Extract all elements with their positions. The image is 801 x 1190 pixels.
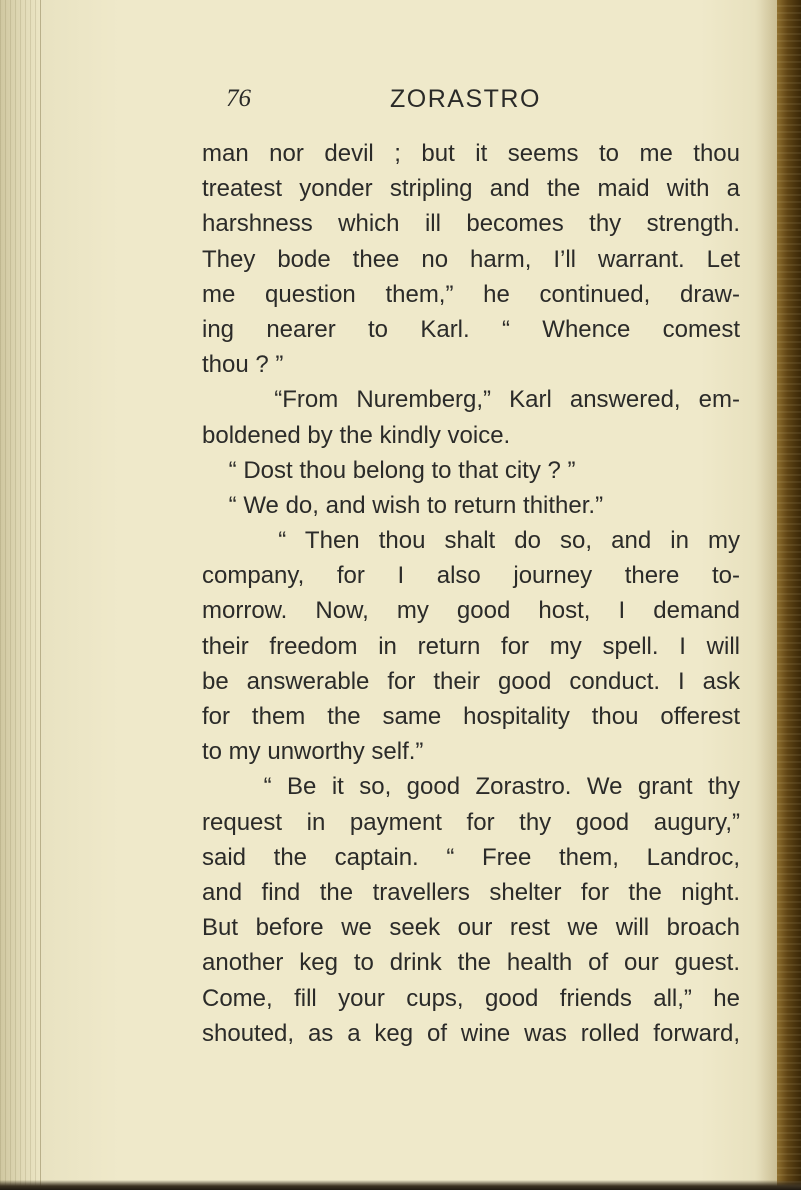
text-line: thou ? ”	[202, 351, 284, 379]
text-line: and find the travellers shelter for the night.	[202, 878, 740, 906]
text-line: company, for I also journey there to-	[202, 562, 740, 590]
body-text	[202, 136, 740, 1051]
text-line: “ We do, and wish to return thither.”	[202, 491, 604, 519]
text-line: said the captain. “ Free them, Landroc,	[202, 843, 740, 871]
text-line: for them the same hospitality thou offerest	[202, 703, 740, 730]
text-line: But before we seek our rest we will broach	[202, 914, 740, 942]
text-line: me question them,” he continued, draw-	[202, 280, 740, 308]
text-line: another keg to drink the health of our guest.	[202, 949, 740, 977]
text-line: be answerable for their good conduct. I ask	[202, 667, 740, 695]
text-line: boldened by the kindly voice.	[202, 421, 511, 449]
text-line: harshness which ill becomes thy strength.	[202, 210, 740, 238]
binding-gutter	[0, 0, 41, 1190]
text-line: “ Be it so, good Zorastro. We grant thy	[202, 773, 740, 801]
text-line: request in payment for thy good augury,”	[202, 808, 740, 836]
text-line: their freedom in return for my spell. I will	[202, 632, 740, 660]
text-line: They bode thee no harm, I’ll warrant. Let	[202, 245, 740, 273]
text-line: treatest yonder stripling and the maid with a	[202, 175, 740, 203]
text-line: shouted, as a keg of wine was rolled forward,	[202, 1019, 740, 1047]
bottom-edge	[0, 1180, 801, 1190]
text-line: ing nearer to Karl. “ Whence comest	[202, 315, 740, 343]
text-line: Come, fill your cups, good friends all,” he	[202, 984, 740, 1012]
page-header	[226, 84, 646, 118]
fore-edge-shadow	[755, 0, 777, 1190]
text-line: morrow. Now, my good host, I demand	[202, 597, 740, 625]
page-number: 76	[226, 85, 251, 112]
fore-edge	[777, 0, 801, 1190]
text-line: “ Dost thou belong to that city ? ”	[202, 456, 576, 484]
text-line: to my unworthy self.”	[202, 738, 424, 766]
text-line: “ Then thou shalt do so, and in my	[202, 527, 740, 555]
text-line: “From Nuremberg,” Karl answered, em-	[202, 386, 740, 414]
running-head: ZORASTRO	[390, 85, 541, 113]
text-line: man nor devil ; but it seems to me thou	[202, 140, 740, 167]
